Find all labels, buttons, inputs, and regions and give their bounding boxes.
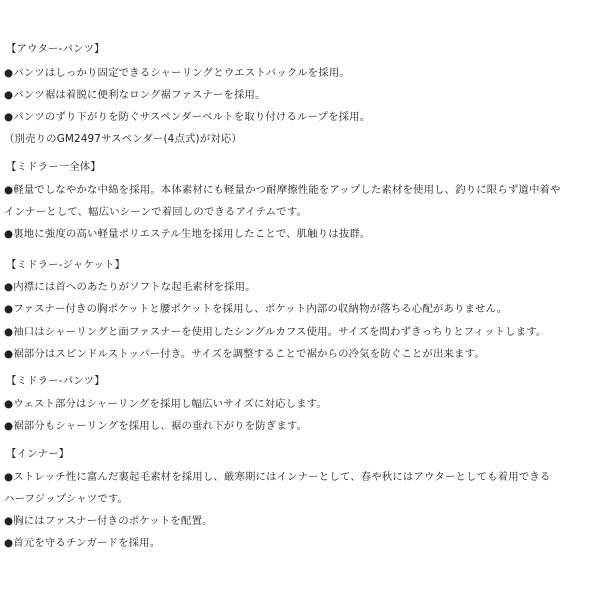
feature-line: ●内襟には首へのあたりがソフトな起毛素材を採用。: [4, 281, 256, 293]
feature-line: ●首元を守るチンガードを採用。: [4, 537, 161, 549]
feature-line: ●ストレッチ性に富んだ裏起毛素材を採用し、厳寒期にはインナーとして、春や秋にはアウターとしても着用できる: [4, 471, 551, 483]
feature-line: ●パンツのずり下がりを防ぐサスペンダーベルトを取り付けるループを採用。: [4, 111, 371, 123]
feature-line: ●ウェスト部分はシャーリングを採用し幅広いサイズに対応します。: [4, 398, 327, 410]
section-heading-outer-pants: 【アウター-パンツ】: [6, 43, 105, 55]
feature-line: ●ファスナー付きの胸ポケットと腰ポケットを採用し、ポケット内部の収納物が落ちる心配がありません。: [4, 303, 508, 315]
feature-line: ●裾部分もシャーリングを採用し、裾の垂れ下がりを防ぎます。: [4, 420, 308, 432]
feature-line: ●胸にはファスナー付きのポケットを配置。: [4, 515, 213, 527]
feature-line-continued: インナーとして、幅広いシーンで着回しのできるアイテムです。: [4, 206, 307, 218]
section-heading-midlayer-jacket: 【ミドラー-ジャケット】: [6, 259, 126, 271]
section-heading-midlayer-overall: 【ミドラー一全体】: [6, 161, 101, 173]
section-heading-midlayer-pants: 【ミドラー-パンツ】: [6, 375, 105, 387]
feature-line: ●裏地に強度の高い軽量ポリエステル生地を採用したことで、肌触りは抜群。: [4, 228, 371, 240]
feature-line-continued: ハーフジップシャツです。: [4, 493, 129, 505]
feature-line: ●袖口はシャーリングと面ファスナーを使用したシングルカフス使用。サイズを問わずきっちりとフィットします。: [4, 326, 547, 338]
section-heading-inner: 【インナー】: [6, 448, 70, 460]
feature-line: ●軽量でしなやかな中綿を採用。本体素材にも軽量かつ耐摩擦性能をアップした素材を使用し、釣りに限らず道中着や: [4, 184, 561, 196]
feature-note: （別売りのGM2497サスペンダー(4点式)が対応）: [4, 133, 242, 145]
feature-line: ●パンツ裾は着脱に便利なロング裾ファスナーを採用。: [4, 89, 266, 101]
feature-line: ●裾部分はスピンドルストッパー付き。サイズを調整することで裾からの冷気を防ぐことが出来ます。: [4, 348, 485, 360]
feature-line: ●パンツはしっかり固定できるシャーリングとウエストバックルを採用。: [4, 67, 350, 79]
